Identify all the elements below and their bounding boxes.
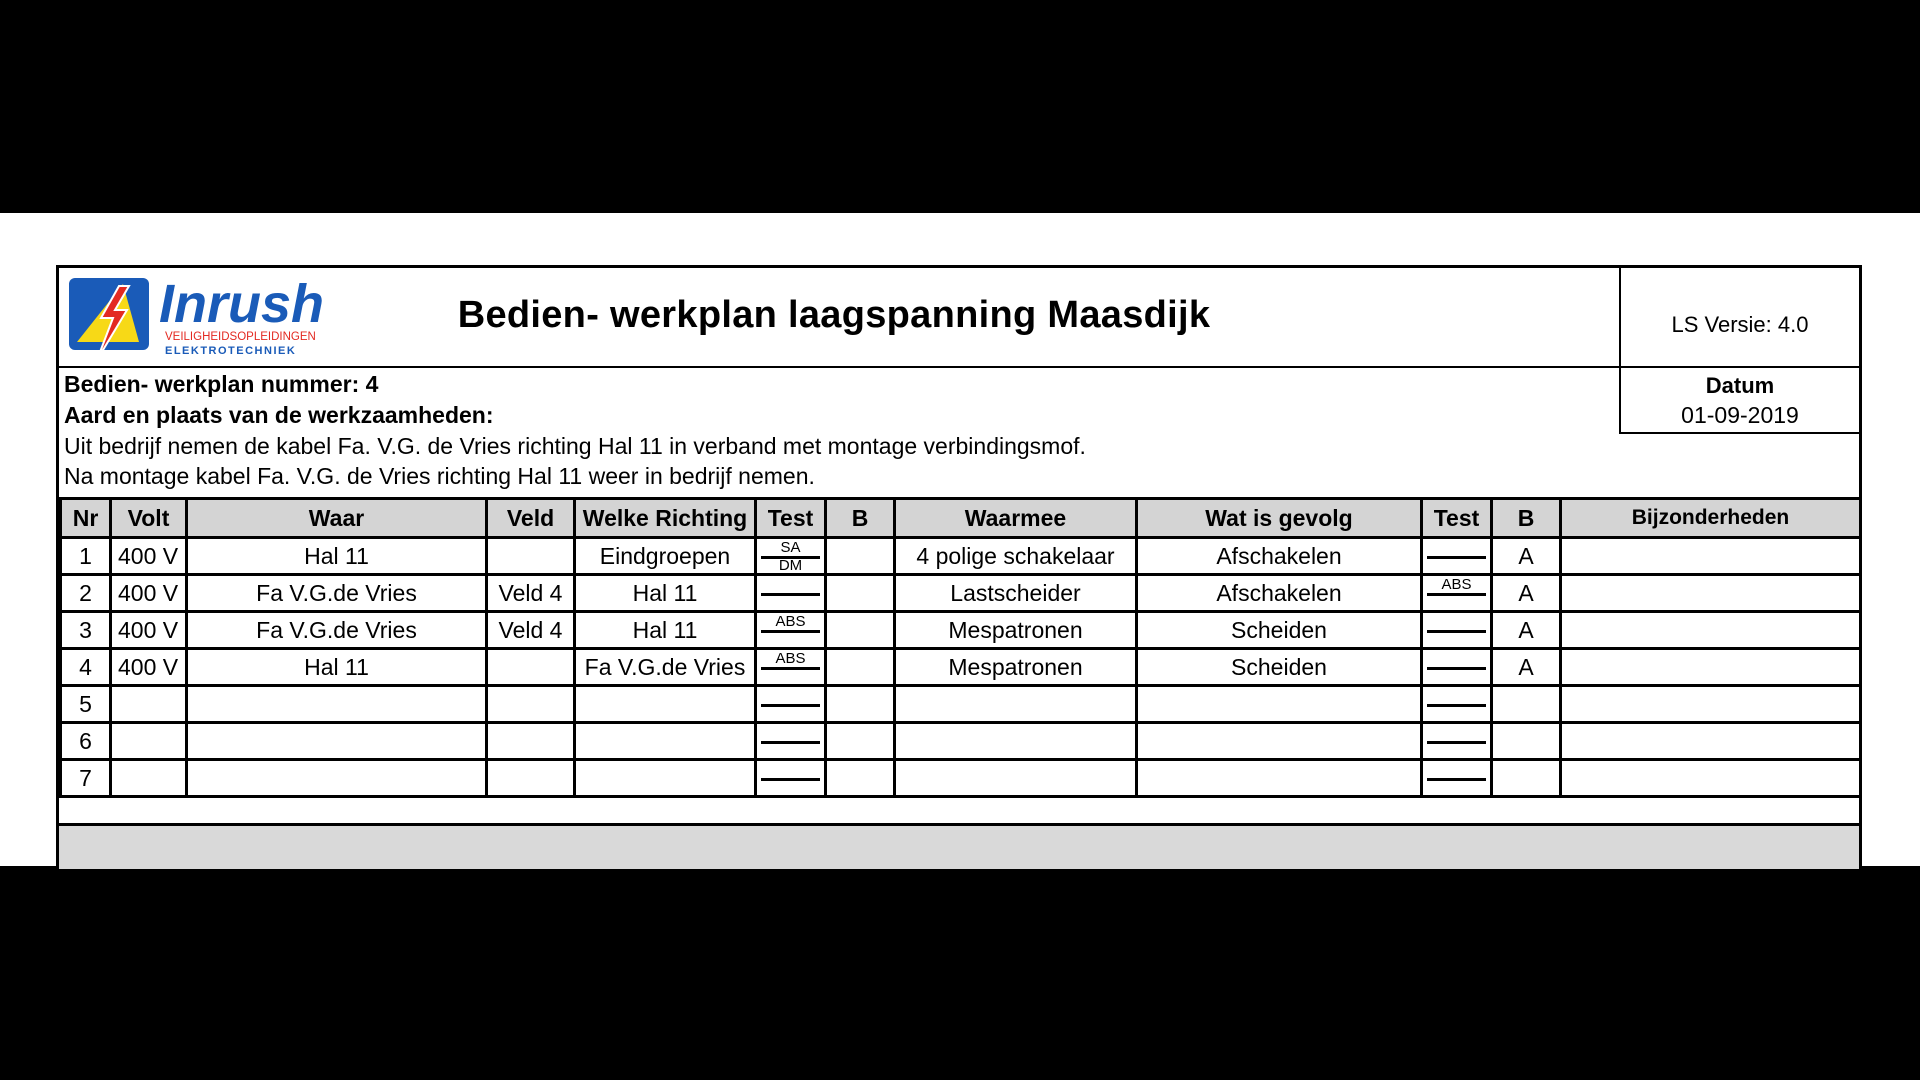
test-line [1427,667,1486,670]
footer-bar [59,823,1859,869]
test-cell-1 [756,612,826,649]
test-label-top: ABS [775,613,806,630]
svg-text:Inrush: Inrush [159,274,325,334]
cell-bijz [1561,723,1861,760]
cell-nr: 1 [61,538,111,575]
document-sheet [0,213,1920,866]
test-cell-1 [756,760,826,797]
cell-richting [575,686,756,723]
test-cell-1 [756,575,826,612]
col-gevolg: Wat is gevolg [1137,499,1422,538]
date-value: 01-09-2019 [1681,402,1799,428]
cell-bijz [1561,538,1861,575]
cell-veld: Veld 4 [487,575,575,612]
cell-veld [487,723,575,760]
test-line [761,778,820,781]
cell-waar [187,760,487,797]
test-line [1427,704,1486,707]
version-label: LS Versie: 4.0 [1671,312,1809,337]
cell-b2 [1492,723,1561,760]
table-row [61,612,1861,649]
cell-waarmee [895,760,1137,797]
cell-b1 [826,612,895,649]
col-test-1: Test [756,499,826,538]
svg-text:VEILIGHEIDSOPLEIDINGEN: VEILIGHEIDSOPLEIDINGEN [165,331,316,343]
cell-richting: Hal 11 [575,575,756,612]
col-b-1: B [826,499,895,538]
cell-richting [575,760,756,797]
cell-gevolg [1137,723,1422,760]
test-label-top: SA [780,539,801,556]
col-test-2: Test [1422,499,1492,538]
test-label-top: ABS [1441,576,1472,593]
cell-volt [111,760,187,797]
table-row [61,649,1861,686]
cell-richting: Hal 11 [575,612,756,649]
cell-richting: Eindgroepen [575,538,756,575]
test-cell-1 [756,538,826,575]
switching-table [59,497,1862,798]
cell-nr: 6 [61,723,111,760]
cell-gevolg: Afschakelen [1137,575,1422,612]
cell-nr: 5 [61,686,111,723]
test-line [761,630,820,633]
cell-waar: Hal 11 [187,538,487,575]
cell-b1 [826,723,895,760]
cell-veld [487,686,575,723]
cell-waar [187,723,487,760]
cell-b1 [826,760,895,797]
table-row [61,538,1861,575]
cell-volt: 400 V [111,575,187,612]
cell-gevolg: Afschakelen [1137,538,1422,575]
col-b-2: B [1492,499,1561,538]
svg-text:ELEKTROTECHNIEK: ELEKTROTECHNIEK [165,345,297,357]
cell-b2 [1492,760,1561,797]
cell-waarmee: Mespatronen [895,649,1137,686]
test-cell-2 [1422,649,1492,686]
page-title: Bedien- werkplan laagspanning Maasdijk [457,294,1211,336]
form-header [59,268,1859,368]
col-waarmee: Waarmee [895,499,1137,538]
cell-waarmee [895,723,1137,760]
cell-waarmee: Mespatronen [895,612,1137,649]
cell-bijz [1561,686,1861,723]
work-description-label: Aard en plaats van de werkzaamheden: [64,402,494,428]
test-line [761,741,820,744]
test-line [761,593,820,596]
cell-volt: 400 V [111,649,187,686]
test-cell-1 [756,723,826,760]
cell-b1 [826,649,895,686]
plan-number: Bedien- werkplan nummer: 4 [64,371,379,397]
table-row [61,760,1861,797]
cell-gevolg: Scheiden [1137,649,1422,686]
test-line [1427,593,1486,596]
table-row [61,575,1861,612]
cell-richting [575,723,756,760]
table-header-row [61,499,1861,538]
col-bijzonderheden: Bijzonderheden [1561,499,1861,538]
cell-nr: 7 [61,760,111,797]
test-cell-1 [756,686,826,723]
cell-waar: Fa V.G.de Vries [187,575,487,612]
cell-volt [111,686,187,723]
col-veld: Veld [487,499,575,538]
cell-veld [487,760,575,797]
test-line [761,667,820,670]
test-cell-2 [1422,760,1492,797]
cell-b2: A [1492,649,1561,686]
test-cell-1 [756,649,826,686]
cell-nr: 3 [61,612,111,649]
cell-gevolg [1137,760,1422,797]
cell-volt: 400 V [111,612,187,649]
cell-bijz [1561,575,1861,612]
cell-waarmee: 4 polige schakelaar [895,538,1137,575]
cell-b2: A [1492,575,1561,612]
col-volt: Volt [111,499,187,538]
test-label-bottom: DM [778,557,803,574]
cell-bijz [1561,612,1861,649]
cell-waarmee: Lastscheider [895,575,1137,612]
cell-b1 [826,686,895,723]
cell-volt: 400 V [111,538,187,575]
cell-waar [187,686,487,723]
test-line [1427,630,1486,633]
cell-bijz [1561,649,1861,686]
cell-nr: 2 [61,575,111,612]
cell-bijz [1561,760,1861,797]
test-cell-2 [1422,612,1492,649]
test-cell-2 [1422,686,1492,723]
test-cell-2 [1422,575,1492,612]
col-richting: Welke Richting [575,499,756,538]
work-plan-form [56,265,1862,866]
cell-b2: A [1492,612,1561,649]
cell-nr: 4 [61,649,111,686]
cell-veld: Veld 4 [487,612,575,649]
cell-b1 [826,575,895,612]
cell-waar: Hal 11 [187,649,487,686]
cell-waarmee [895,686,1137,723]
test-label-top: ABS [775,650,806,667]
cell-veld [487,649,575,686]
cell-waar: Fa V.G.de Vries [187,612,487,649]
table-row [61,723,1861,760]
cell-gevolg [1137,686,1422,723]
cell-gevolg: Scheiden [1137,612,1422,649]
test-line [761,556,820,559]
work-description-line-2: Na montage kabel Fa. V.G. de Vries richting Hal 11 weer in bedrijf nemen. [64,463,815,489]
date-label: Datum [1705,373,1775,398]
test-line [1427,778,1486,781]
test-line [1427,556,1486,559]
cell-veld [487,538,575,575]
test-cell-2 [1422,723,1492,760]
col-waar: Waar [187,499,487,538]
cell-b2: A [1492,538,1561,575]
date-box [1619,368,1859,434]
cell-b2 [1492,686,1561,723]
table-row [61,686,1861,723]
test-line [1427,741,1486,744]
test-line [761,704,820,707]
cell-richting: Fa V.G.de Vries [575,649,756,686]
cell-volt [111,723,187,760]
test-cell-2 [1422,538,1492,575]
work-description-line-1: Uit bedrijf nemen de kabel Fa. V.G. de Vries richting Hal 11 in verband met montage verbindingsmof. [64,433,1086,459]
col-nr: Nr [61,499,111,538]
cell-b1 [826,538,895,575]
version-box [1619,268,1859,366]
